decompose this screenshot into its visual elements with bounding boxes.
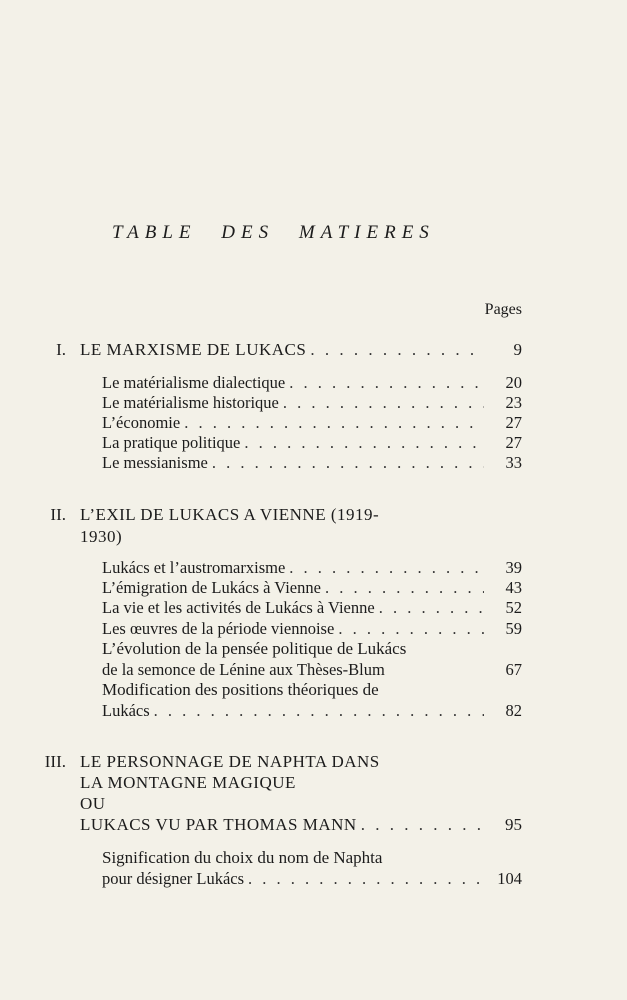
dot-leader [283, 392, 484, 414]
chapter-3-row [0, 751, 522, 773]
pages-column-label: Pages [484, 301, 522, 318]
toc-entry [80, 814, 522, 836]
dot-leader [325, 577, 484, 599]
toc-entry [102, 432, 522, 454]
toc-entry [102, 700, 522, 722]
entry-label: Le messianisme [102, 453, 208, 472]
chapter-title: L’EXIL DE LUKACS A VIENNE (1919- [80, 505, 380, 524]
dot-leader [289, 372, 484, 394]
page-number: 67 [505, 660, 522, 679]
page-number: 104 [497, 869, 522, 888]
page-title: TABLE DES MATIERES [112, 222, 435, 243]
entry-label: L’économie [102, 413, 181, 432]
dot-leader [338, 618, 484, 640]
toc-entry [102, 597, 522, 619]
entry-label-line1: L’évolution de la pensée politique de Lukács [102, 639, 407, 658]
toc-entry [102, 452, 522, 474]
page-number: 52 [505, 598, 522, 617]
dot-leader [154, 700, 484, 722]
entry-label: Lukács et l’austromarxisme [102, 558, 286, 577]
page-number: 43 [505, 578, 522, 597]
chapter-title: LE MARXISME DE LUKACS [80, 340, 307, 359]
chapter-number: III. [44, 752, 66, 771]
entry-label: Le matérialisme dialectique [102, 373, 286, 392]
chapter-2-row [0, 504, 522, 526]
dot-leader [361, 814, 484, 836]
page-number: 33 [505, 453, 522, 472]
chapter-title-continued: OU [80, 794, 106, 813]
entry-label-line1: Signification du choix du nom de Naphta [102, 848, 383, 867]
chapter-number: II. [50, 505, 66, 524]
chapter-title-continued: LA MONTAGNE MAGIQUE [80, 773, 296, 792]
page-number: 95 [505, 815, 522, 834]
page-number: 20 [505, 373, 522, 392]
toc-entry [102, 577, 522, 599]
entry-label: L’émigration de Lukács à Vienne [102, 578, 321, 597]
chapter-title: LE PERSONNAGE DE NAPHTA DANS [80, 752, 380, 771]
entry-label: La pratique politique [102, 433, 241, 452]
dot-leader [379, 597, 484, 619]
toc-entry [102, 557, 522, 579]
page-number: 59 [505, 619, 522, 638]
chapter-number: I. [56, 340, 66, 359]
entry-label: Le matérialisme historique [102, 393, 279, 412]
toc-entry [102, 659, 522, 681]
page-number: 23 [505, 393, 522, 412]
dot-leader [310, 339, 484, 361]
entry-label-line2: Lukács [102, 701, 150, 720]
toc-entry [102, 392, 522, 414]
entry-label-line1: Modification des positions théoriques de [102, 680, 379, 699]
page-number: 39 [505, 558, 522, 577]
dot-leader [248, 868, 484, 890]
dot-leader [244, 432, 484, 454]
page-number: 9 [513, 340, 522, 359]
chapter-title-continued: LUKACS VU PAR THOMAS MANN [80, 815, 357, 834]
chapter-title-continued: 1930) [80, 527, 123, 546]
dot-leader [289, 557, 484, 579]
entry-label-line2: pour désigner Lukács [102, 869, 245, 888]
page-number: 27 [505, 413, 522, 432]
toc-entry [102, 412, 522, 434]
toc-entry [102, 618, 522, 640]
page-number: 82 [505, 701, 522, 720]
chapter-1-row [0, 339, 522, 361]
entry-label: La vie et les activités de Lukács à Vienne [102, 598, 375, 617]
entry-label: Les œuvres de la période viennoise [102, 619, 335, 638]
dot-leader [184, 412, 484, 434]
toc-entry [102, 372, 522, 394]
entry-label-line2: de la semonce de Lénine aux Thèses-Blum [102, 660, 385, 679]
toc-entry [102, 868, 522, 890]
dot-leader [212, 452, 484, 474]
page-number: 27 [505, 433, 522, 452]
